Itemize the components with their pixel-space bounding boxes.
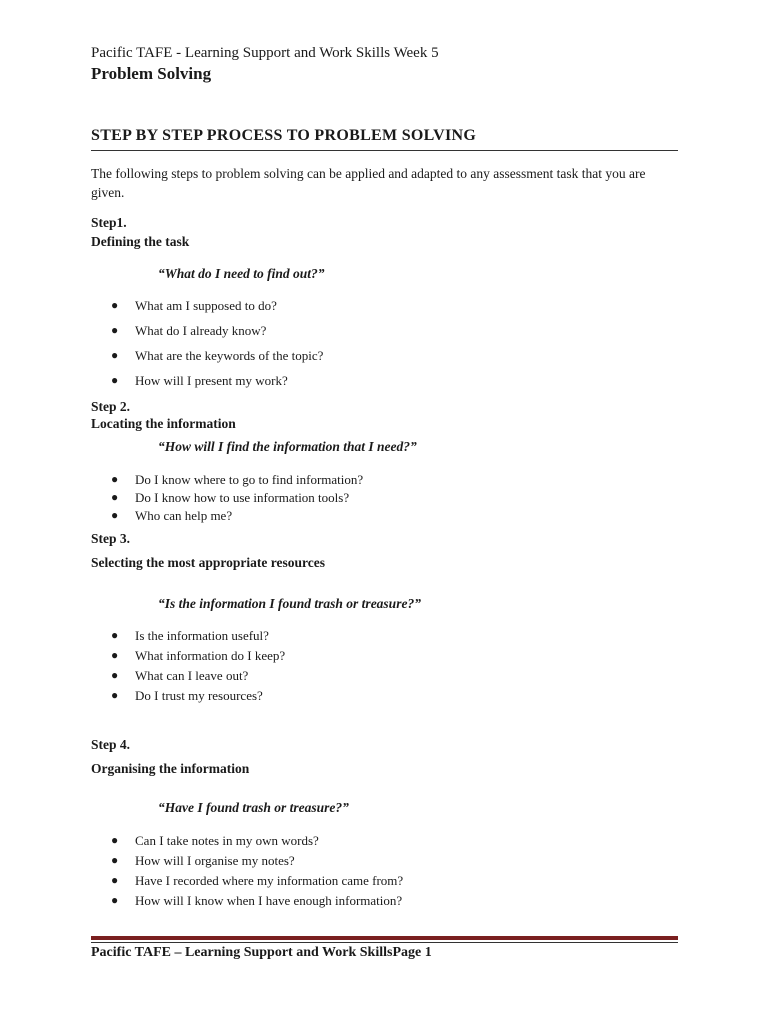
running-head: Pacific TAFE - Learning Support and Work Skills Week 5 <box>91 45 439 61</box>
bullet-icon: ● <box>111 688 119 702</box>
list-item: ● Do I know how to use information tools? <box>111 490 350 505</box>
step-3-label: Step 3. <box>91 531 131 546</box>
footer-divider-thick <box>91 936 678 940</box>
step-2-name: Locating the information <box>91 416 236 431</box>
step-1-question: “What do I need to find out?” <box>158 266 325 281</box>
step-2-question: “How will I find the information that I need?” <box>158 439 417 454</box>
step-1-list <box>108 298 323 398</box>
step-4-name: Organising the information <box>91 761 250 776</box>
list-item: ● How will I present my work? <box>111 373 288 388</box>
list-item: ● Can I take notes in my own words? <box>111 833 319 848</box>
section-heading: STEP BY STEP PROCESS TO PROBLEM SOLVING <box>91 127 477 144</box>
list-item: ● Who can help me? <box>111 508 233 523</box>
list-item: ● Do I know where to go to find information? <box>111 472 364 487</box>
step-4-label: Step 4. <box>91 737 131 752</box>
bullet-icon: ● <box>111 298 119 312</box>
bullet-icon: ● <box>111 873 119 887</box>
step-2-list <box>108 472 363 526</box>
bullet-icon: ● <box>111 490 119 504</box>
heading-divider <box>91 150 678 151</box>
list-item: ● Is the information useful? <box>111 628 269 643</box>
bullet-icon: ● <box>111 833 119 847</box>
list-item: ● What do I already know? <box>111 323 267 338</box>
bullet-icon: ● <box>111 348 119 362</box>
footer-divider-thin <box>91 942 678 943</box>
bullet-icon: ● <box>111 893 119 907</box>
step-1-name: Defining the task <box>91 234 190 249</box>
list-item: ● What can I leave out? <box>111 668 249 683</box>
list-item: ● What information do I keep? <box>111 648 286 663</box>
step-4-list <box>108 833 403 913</box>
list-item: ● How will I know when I have enough information? <box>111 893 403 908</box>
step-2-label: Step 2. <box>91 399 131 414</box>
bullet-icon: ● <box>111 853 119 867</box>
page-title: Problem Solving <box>91 64 212 83</box>
bullet-icon: ● <box>111 668 119 682</box>
bullet-icon: ● <box>111 508 119 522</box>
intro-paragraph: The following steps to problem solving can be applied and adapted to any assessment task that you are given. <box>91 166 646 200</box>
list-item: ● Do I trust my resources? <box>111 688 263 703</box>
step-3-question: “Is the information I found trash or treasure?” <box>158 596 421 611</box>
bullet-icon: ● <box>111 373 119 387</box>
page-footer: Pacific TAFE – Learning Support and Work SkillsPage 1 <box>91 945 432 960</box>
bullet-icon: ● <box>111 472 119 486</box>
step-4-question: “Have I found trash or treasure?” <box>158 800 349 815</box>
step-3-name: Selecting the most appropriate resources <box>91 555 325 570</box>
step-3-list <box>108 628 285 708</box>
list-item: ● What am I supposed to do? <box>111 298 277 313</box>
list-item: ● What are the keywords of the topic? <box>111 348 324 363</box>
list-item: ● How will I organise my notes? <box>111 853 295 868</box>
bullet-icon: ● <box>111 628 119 642</box>
list-item: ● Have I recorded where my information came from? <box>111 873 404 888</box>
bullet-icon: ● <box>111 648 119 662</box>
bullet-icon: ● <box>111 323 119 337</box>
step-1-label: Step1. <box>91 215 127 230</box>
